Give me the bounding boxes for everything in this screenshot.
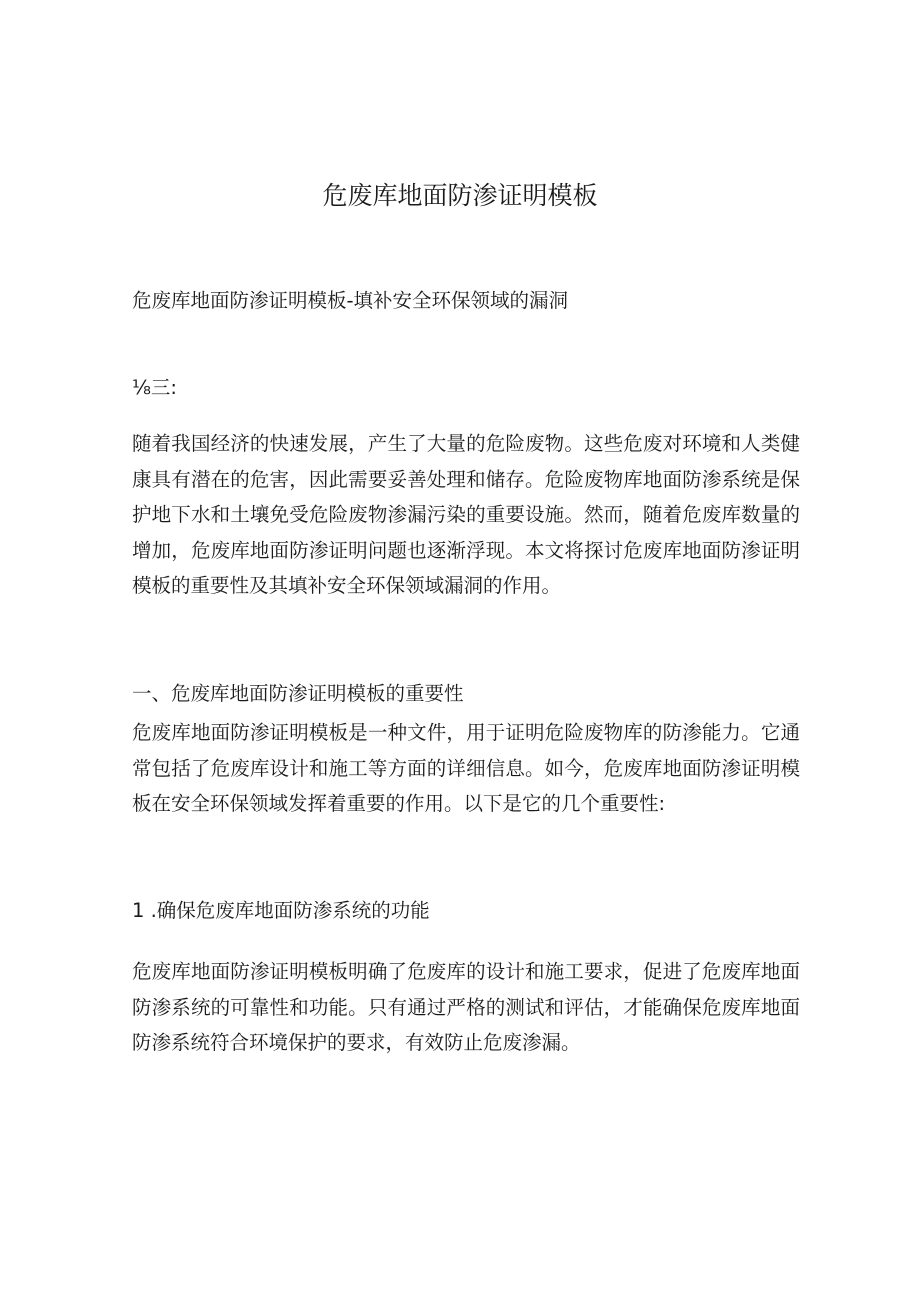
intro-label: ⅛三: [132,376,177,399]
intro-paragraph: 随着我国经济的快速发展，产生了大量的危险废物。这些危废对环境和人类健康具有潜在的危害，因此需要妥善处理和储存。危险废物库地面防渗系统是保护地下水和土壤免受危险废物渗漏污染的重要设施。然而，随着危废库数量的增加，危废库地面防渗证明问题也逐渐浮现。本文将探讨危废库地面防渗证明模板的重要性及其填补安全环保领域漏洞的作用。 [132,432,800,597]
section1-heading: 一、危废库地面防渗证明模板的重要性 [132,682,464,705]
document-title: 危废库地面防渗证明模板 [322,181,598,210]
section1-paragraph: 危废库地面防渗证明模板是一种文件，用于证明危险废物库的防渗能力。它通常包括了危废库设计和施工等方面的详细信息。如今，危废库地面防渗证明模板在安全环保领域发挥着重要的作用。以下是它的几个重要性: [132,721,800,815]
item1-paragraph: 危废库地面防渗证明模板明确了危废库的设计和施工要求，促进了危废库地面防渗系统的可靠性和功能。只有通过严格的测试和评估，才能确保危废库地面防渗系统符合环境保护的要求，有效防止危废渗漏。 [132,960,800,1054]
document-subtitle: 危废库地面防渗证明模板-填补安全环保领域的漏洞 [132,289,569,312]
item1-heading: 1 .确保危废库地面防渗系统的功能 [132,899,430,922]
